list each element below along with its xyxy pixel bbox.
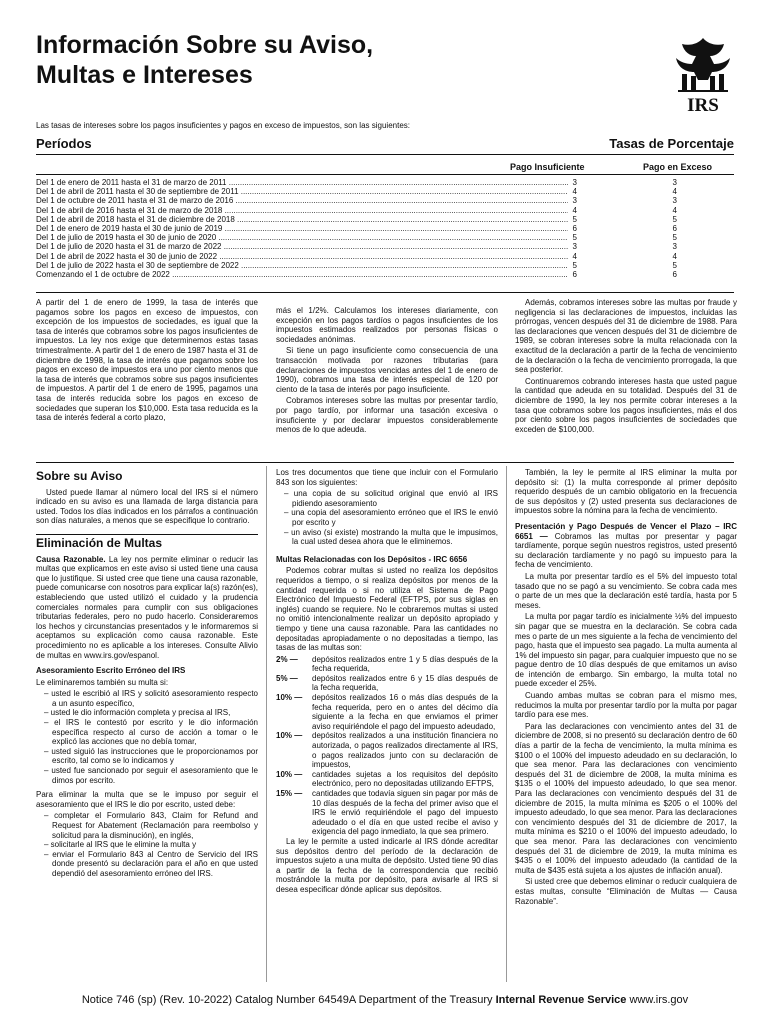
- divider: [36, 174, 734, 175]
- top-col-3: [515, 298, 737, 436]
- divider: [36, 292, 734, 293]
- rate-period: Del 1 de abril de 2018 hasta el 31 de diciembre de 2018 .....: [36, 215, 568, 224]
- penalty-item: [276, 674, 498, 693]
- top-col-2: [276, 306, 498, 437]
- divider: [36, 462, 734, 463]
- rate-under: 4: [572, 251, 577, 261]
- rate-period: Del 1 de julio de 2019 hasta el 30 de junio de 2020 .....: [36, 233, 568, 242]
- list-item: – usted siguió las instrucciones que le proporcionamos por escrito, tal como se lo indicamos y: [44, 746, 258, 766]
- rate-under: 6: [572, 223, 577, 233]
- penalty-item: [276, 655, 498, 674]
- rate-under: 3: [572, 196, 577, 206]
- col-over-heading: Pago en Exceso: [643, 162, 713, 172]
- rate-over: 6: [672, 269, 677, 279]
- penalty-text: cantidades que todavía siguen sin pagar por más de 10 días después de la fecha del primer aviso que el IRS le envió requiriéndole el pago del impuesto adeudado o el día en que usted recibe el aviso y exigencia del pago inmediato, la que sea primero.: [312, 789, 498, 837]
- periods-heading: Períodos: [36, 136, 92, 151]
- paragraph: Le eliminaremos también su multa si:: [36, 677, 169, 687]
- paragraph: La multa por pagar tardío es inicialmente ½% del impuesto sin pagar que se muestra en la declaración. Se cobra cada mes o parte de un mes siguiente a la fecha de vencimiento del pago, hasta que el impuesto sea pagado. La multa aumenta al 1% del impuesto sin pagar, para cualquier impuesto que no se pague dentro de 10 días después de que emitamos un aviso de intención de embargo. Sin embargo, la multa total no puede exceder el 25%.: [515, 612, 737, 689]
- list-item: – el IRS le contestó por escrito y le dio información específica respecto al curso de acción a tomar o le explicó las acciones que no debía tomar,: [44, 718, 258, 747]
- penalty-list: [276, 655, 498, 837]
- paragraph: Presentación y Pago Después de Vencer el Plazo – IRC 6651 — Cobramos las multas por presentar y pagar tardíamente, porque según nuestros registros, usted presentó su declaración tardíamente y no pagó su impuesto para la fecha de vencimiento.: [515, 521, 737, 570]
- top-col-1: [36, 298, 258, 425]
- paragraph: También, la ley le permite al IRS eliminar la multa por depósito si: (1) la multa corresponde al primer depósito requerido después de un cambio obligatorio en la frecuencia de sus depósitos y (2) usted presenta sus declaraciones de impuestos sobre la nómina para la fecha de vencimiento.: [515, 468, 737, 516]
- rate-under: 3: [572, 178, 577, 187]
- col-under-heading: Pago Insuficiente: [510, 162, 585, 172]
- rate-row: [36, 252, 736, 261]
- penalty-text: depósitos realizados 16 o más días después de la fecha requerida, pero en o antes del décimo día siguiente a la fecha en que enviamos el primer aviso requiriéndole el pago del impuesto adeudado,: [312, 693, 498, 731]
- irs-eagle-logo: [668, 34, 738, 114]
- body-col-1: [36, 468, 258, 879]
- list-item: – usted fue sancionado por seguir el asesoramiento que le dimos por escrito.: [44, 766, 258, 785]
- rate-period: Del 1 de julio de 2022 hasta el 30 de septiembre de 2022 .....: [36, 261, 568, 270]
- divider: [36, 534, 258, 535]
- rate-row: [36, 233, 736, 242]
- column-divider: [266, 466, 267, 982]
- penalty-item: [276, 693, 498, 731]
- paragraph: Si usted cree que debemos eliminar o reducir cualquiera de estas multas, consulte “Eliminación de Multas — Causa Razonable”.: [515, 877, 737, 906]
- rate-period: Del 1 de abril de 2011 hasta el 30 de septiembre de 2011 .....: [36, 187, 568, 196]
- rate-over: 4: [672, 187, 677, 197]
- rate-period: Del 1 de enero de 2011 hasta el 31 de marzo de 2011 .....: [36, 178, 568, 187]
- rate-over: 3: [672, 196, 677, 206]
- penalty-text: cantidades sujetas a los requisitos del depósito electrónico, pero no depositadas utilizando EFTPS,: [312, 769, 498, 789]
- paragraph: Si tiene un pago insuficiente como consecuencia de una transacción motivada por razones tributarias (para declaraciones de impuestos vencidas antes del 1 de enero de 1990), cobramos una tasa de interés especial de 120 por ciento de la tasa de interés por pago insuficiente.: [276, 346, 498, 394]
- intro-text: Las tasas de intereses sobre los pagos insuficientes y pagos en exceso de impuestos, son las siguientes:: [36, 121, 410, 130]
- rate-over: 5: [672, 214, 677, 224]
- penalty-rate: 10% —: [276, 769, 303, 779]
- rate-row: [36, 261, 736, 270]
- rate-under: 4: [572, 205, 577, 215]
- logo-text: IRS: [687, 95, 719, 114]
- paragraph: Además, cobramos intereses sobre las multas por fraude y negligencia si las declaraciones de impuestos, incluidas las prórrogas, vencen después del 31 de diciembre de 1988. Para las declaraciones que vencen después del 31 de diciembre de 1989, se cobran intereses sobre la multa relacionada con la exactitud de la declaración a partir de la fecha de vencimiento de la declaración o la fecha de vencimiento prorrogada, la que sea posterior.: [515, 298, 737, 375]
- rate-row: [36, 178, 736, 187]
- section-heading: Eliminación de Multas: [36, 535, 163, 550]
- column-divider: [506, 466, 507, 982]
- paragraph: Para las declaraciones con vencimiento antes del 31 de diciembre de 2008, si no presentó su declaración dentro de 60 días a partir de la fecha de vencimiento, la multa mínima es $100 o el 100% del impuesto adeudado en su declaración, lo que sea menor. Para las declaraciones con vencimiento después del 31 de diciembre de 2008, la multa mínima es $135 o el 100% del impuesto adeudado, lo que sea menor. Para las declaraciones con vencimiento después del 31 de diciembre de 2015, la multa mínima es $205 o el 100% del impuesto adeudado, lo que sea menor. Para las declaraciones con vencimiento después del 31 de diciembre de 2017, la multa mínima es $210 o el 100% del impuesto adeudado, lo que sea menor. Para las declaraciones con vencimiento después del 31 de diciembre de 2019, la multa mínima es $435 o el 100% del impuesto adeudado (la cantidad de la multa de $435 está sujeta a los ajustes de inflación anual).: [515, 721, 737, 875]
- list-item: – usted le escribió al IRS y solicitó asesoramiento respecto a un asunto específico,: [44, 689, 258, 708]
- rate-over: 5: [672, 233, 677, 243]
- body-col-2: [276, 468, 498, 897]
- rate-row: [36, 206, 736, 215]
- rate-under: 6: [572, 269, 577, 279]
- rate-period: Del 1 de abril de 2016 hasta el 31 de marzo de 2018 .....: [36, 206, 568, 215]
- penalty-rate: 2% —: [276, 654, 298, 664]
- paragraph: La multa por presentar tardío es el 5% del impuesto total tasado que no se pagó a su vencimiento. Se cobra cada mes o parte de un mes que la declaración esté tardía, hasta por 5 meses.: [515, 571, 737, 610]
- paragraph: Los tres documentos que tiene que incluir con el Formulario 843 son los siguientes:: [276, 468, 498, 487]
- list-item: – completar el Formulario 843, Claim for Refund and Request for Abatement (Reclamación para reembolso y solicitud para la disminución), en inglés,: [44, 811, 258, 840]
- rates-table: [36, 178, 736, 279]
- footer-irs: Internal Revenue Service: [495, 994, 627, 1006]
- rate-over: 4: [672, 251, 677, 261]
- footer-url[interactable]: www.irs.gov: [629, 994, 689, 1006]
- paragraph: A partir del 1 de enero de 1999, la tasa de interés que pagamos sobre los pagos en exceso de impuestos, con excepción de los impuestos de sociedades, es igual que la tasa de interés que cobramos sobre los pagos insuficientes de impuestos. La ley nos exige que determinemos estas tasas trimestralmente. A partir del 1 de enero de 1987 hasta el 31 de diciembre de 1998, la tasa de interés que pagamos sobre los pagos en exceso de impuestos era uno por ciento menos que la tasa de interés que cobramos sobre sus pagos insuficientes de impuestos. A partir del 1 de enero de 1995, pagamos una tasa de interés reducida sobre los pagos en exceso de sociedades que superan los $10,000. Esta tasa reducida es la tasa de interés federal a corto plazo,: [36, 298, 258, 423]
- list-item: – un aviso (si existe) mostrando la multa que le impusimos, la cual usted desea ahora que le eliminemos.: [284, 527, 498, 547]
- paragraph: Usted puede llamar al número local del IRS si el número indicado en su aviso es una llamada de larga distancia para usted. Todos los días indicados en los párrafos a continuación son días naturales, a menos que se especifique lo contrario.: [36, 487, 258, 526]
- list-item: – usted le dio información completa y precisa al IRS,: [44, 708, 231, 718]
- paragraph: Causa Razonable. La ley nos permite eliminar o reducir las multas que explicamos en este aviso si usted tiene una causa que lo justifique. Si usted cree que tiene una causa razonable, puede comunicarse con nosotros para explicar la(s) razón(es), estableciendo que usted utilizó el cuidado y la prudencia comerciales normales para cumplir con sus obligaciones tributarias federales, pero no pudo hacerlo. Consideraremos los hechos y circunstancias presentados y le informaremos si aceptamos su explicación como causa razonable. Este procedimiento no es aplicable a los intereses. Consulte Alivio de multas en www.irs.gov/espanol.: [36, 554, 258, 660]
- rate-under: 5: [572, 260, 577, 270]
- rate-row: [36, 215, 736, 224]
- rate-row: [36, 196, 736, 205]
- rate-period: Comenzando el 1 de octubre de 2022 .....: [36, 270, 568, 279]
- penalty-item: [276, 789, 498, 837]
- penalty-text: depósitos realizados a una institución financiera no autorizada, o pagos realizados directamente al IRS, o pagos realizados junto con su declaración de impuestos,: [312, 731, 498, 770]
- list-item: – solicitarle al IRS que le elimine la multa y: [44, 840, 197, 850]
- rate-over: 3: [672, 178, 677, 187]
- penalty-rate: 10% —: [276, 693, 303, 703]
- list-item: – una copia del asesoramiento erróneo que el IRS le envió por escrito y: [284, 508, 498, 527]
- rate-under: 4: [572, 187, 577, 197]
- paragraph: La ley le permite a usted indicarle al IRS dónde acreditar sus depósitos dentro del período de la declaración de impuestos sujeto a una multa de depósito. Usted tiene 90 días a partir de la fecha de la correspondencia que recibió mostrándole la multa por depósito, para avisarle al IRS si desea especificar dónde aplicar sus depósitos.: [276, 836, 498, 894]
- rate-under: 5: [572, 233, 577, 243]
- paragraph: más el 1/2%. Calculamos los intereses diariamente, con excepción en los pagos tardíos o pagos insuficientes de los impuestos estimados realizados por personas físicas o sociedades anónimas.: [276, 306, 498, 344]
- rate-over: 6: [672, 223, 677, 233]
- subheading: Asesoramiento Escrito Erróneo del IRS: [36, 666, 186, 676]
- paragraph: Cobramos intereses sobre las multas por presentar tardío, por pago tardío, por informar una tasación excesiva o insuficiente y por declarar impuestos considerablemente menos de lo que adeuda.: [276, 396, 498, 435]
- paragraph: Cuando ambas multas se cobran para el mismo mes, reducimos la multa por presentar tardío por la multa por pagar tardío para ese mes.: [515, 691, 737, 720]
- rate-row: [36, 242, 736, 251]
- rate-period: Del 1 de abril de 2022 hasta el 30 de junio de 2022 .....: [36, 252, 568, 261]
- rate-under: 5: [572, 214, 577, 224]
- penalty-rate: 10% —: [276, 731, 303, 741]
- page-title: Información Sobre su Aviso, Multas e Intereses: [36, 31, 374, 89]
- footer: Notice 746 (sp) (Rev. 10-2022) Catalog Number 64549A Department of the Treasury Internal Revenue Service www.irs.gov: [81, 994, 689, 1006]
- rate-over: 4: [672, 205, 677, 215]
- penalty-text: depósitos realizados entre 1 y 5 días después de la fecha requerida,: [312, 654, 498, 674]
- rates-heading: Tasas de Porcentaje: [609, 136, 734, 151]
- body-col-3: [515, 468, 737, 908]
- paragraph: Para eliminar la multa que se le impuso por seguir el asesoramiento que el IRS le dio por escrito, usted debe:: [36, 790, 258, 809]
- rate-period: Del 1 de enero de 2019 hasta el 30 de junio de 2019 .....: [36, 224, 568, 233]
- rate-under: 3: [572, 242, 577, 252]
- paragraph: Podemos cobrar multas si usted no realiza los depósitos requeridos a tiempo, o si realiza depósitos por menos de la cantidad requerida o si no utiliza el Sistema de Pago Electrónico del Impuesto Federal (EFTPS, por sus siglas en inglés) cuando se requiere. No le cobraremos multas si usted no omitió intencionalmente realizar un depósito apropiado y tiempo y tiene una causa razonable. Para las cantidades no depositadas apropiadamente o no depositadas a tiempo, las tasas de las multas son:: [276, 566, 498, 653]
- paragraph: Continuaremos cobrando intereses hasta que usted pague la cantidad que adeuda en su totalidad. Después del 31 de diciembre de 1990, la ley nos permite cobrar intereses a la tasa que cobramos sobre los pagos insuficientes, más el dos por ciento sobre los pagos insuficientes de sociedades que exceden de $100,000.: [515, 376, 737, 434]
- rate-over: 5: [672, 260, 677, 270]
- rate-row: [36, 187, 736, 196]
- rate-over: 3: [672, 242, 677, 252]
- list-item: – enviar el Formulario 843 al Centro de Servicio del IRS donde presentó su declaración para el año en que usted dependió del asesoramiento erróneo del IRS.: [44, 849, 258, 878]
- penalty-text: depósitos realizados entre 6 y 15 días después de la fecha requerida,: [312, 673, 498, 693]
- divider: [36, 154, 734, 155]
- penalty-item: [276, 770, 498, 789]
- rate-row: [36, 224, 736, 233]
- penalty-rate: 5% —: [276, 673, 298, 683]
- rate-period: Del 1 de julio de 2020 hasta el 31 de marzo de 2022 .....: [36, 242, 568, 251]
- list-item: – una copia de su solicitud original que envió al IRS pidiendo asesoramiento: [284, 489, 498, 508]
- penalty-rate: 15% —: [276, 789, 303, 798]
- subheading: Multas Relacionadas con los Depósitos - IRC 6656: [276, 554, 468, 564]
- rate-period: Del 1 de octubre de 2011 hasta el 31 de marzo de 2016 .....: [36, 196, 568, 205]
- penalty-item: [276, 731, 498, 769]
- rate-row: [36, 270, 736, 279]
- section-heading: Sobre su Aviso: [36, 469, 123, 483]
